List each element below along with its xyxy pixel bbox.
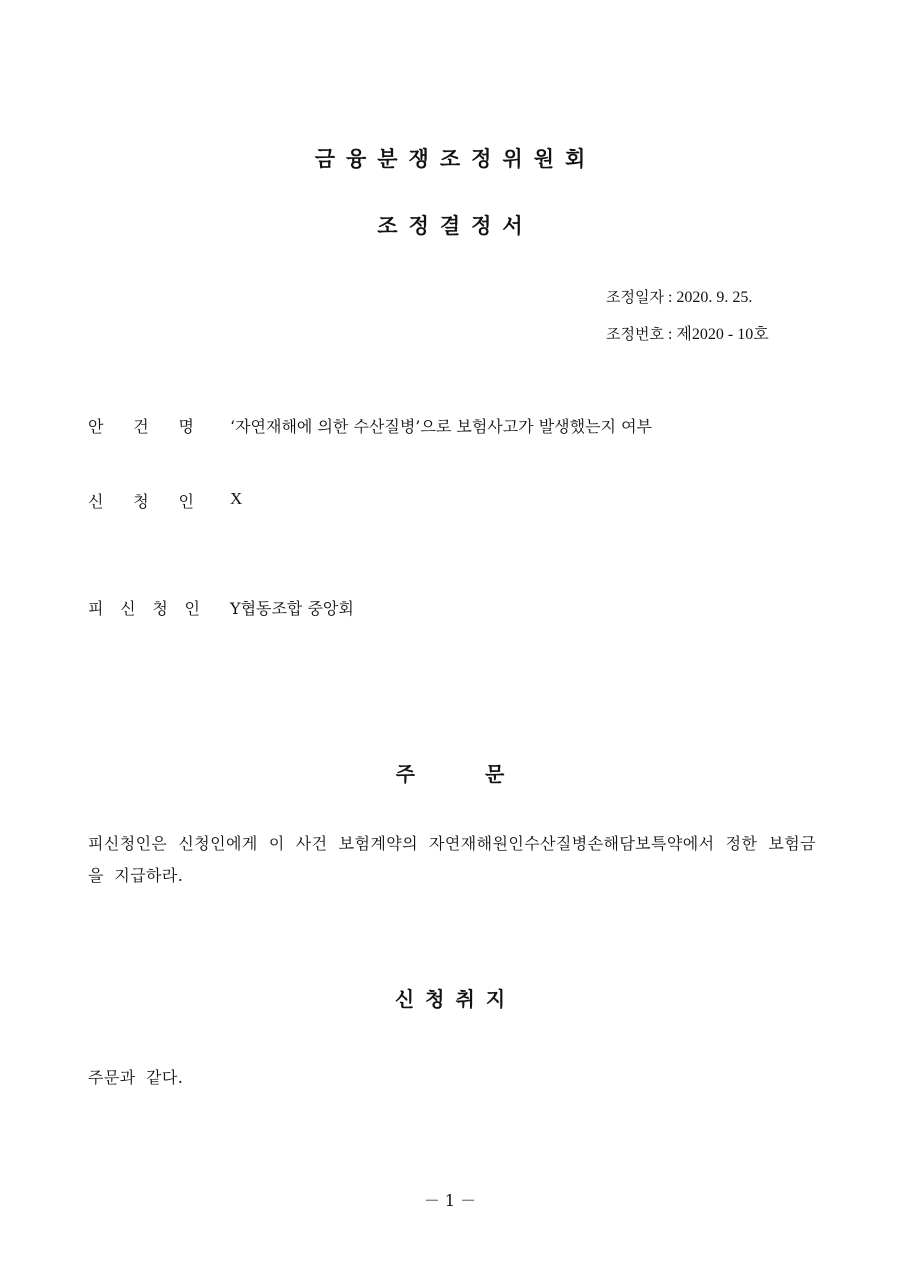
mediation-date-value: : 2020. 9. 25. <box>667 289 753 306</box>
respondent-value: Y협동조합 중앙회 <box>230 599 354 618</box>
case-name-label: 안 건 명 <box>88 417 194 436</box>
applicant-value: X <box>230 489 243 508</box>
respondent-label: 피 신 청 인 <box>88 599 200 618</box>
mediation-date <box>606 286 752 307</box>
organization-title: 금융분쟁조정위원회 <box>314 146 597 171</box>
order-heading: 주 문 <box>395 762 505 786</box>
claim-heading: 신청취지 <box>394 987 517 1011</box>
mediation-date-label: 조정일자 <box>606 288 664 306</box>
mediation-number-value: : 제2020 - 10호 <box>667 326 769 343</box>
claim-text: 주문과 같다. <box>88 1068 184 1087</box>
mediation-number-label: 조정번호 <box>606 325 664 343</box>
case-name-value: ‘자연재해에 의한 수산질병’으로 보험사고가 발생했는지 여부 <box>230 417 653 436</box>
page-number: － 1 － <box>423 1191 477 1210</box>
mediation-number <box>606 321 769 344</box>
order-text: 피신청인은 신청인에게 이 사건 보험계약의 자연재해원인수산질병손해담보특약에서 정한 보험금을 지급하라. <box>88 834 816 885</box>
applicant-label: 신 청 인 <box>88 492 194 511</box>
document-title: 조정결정서 <box>377 213 534 238</box>
